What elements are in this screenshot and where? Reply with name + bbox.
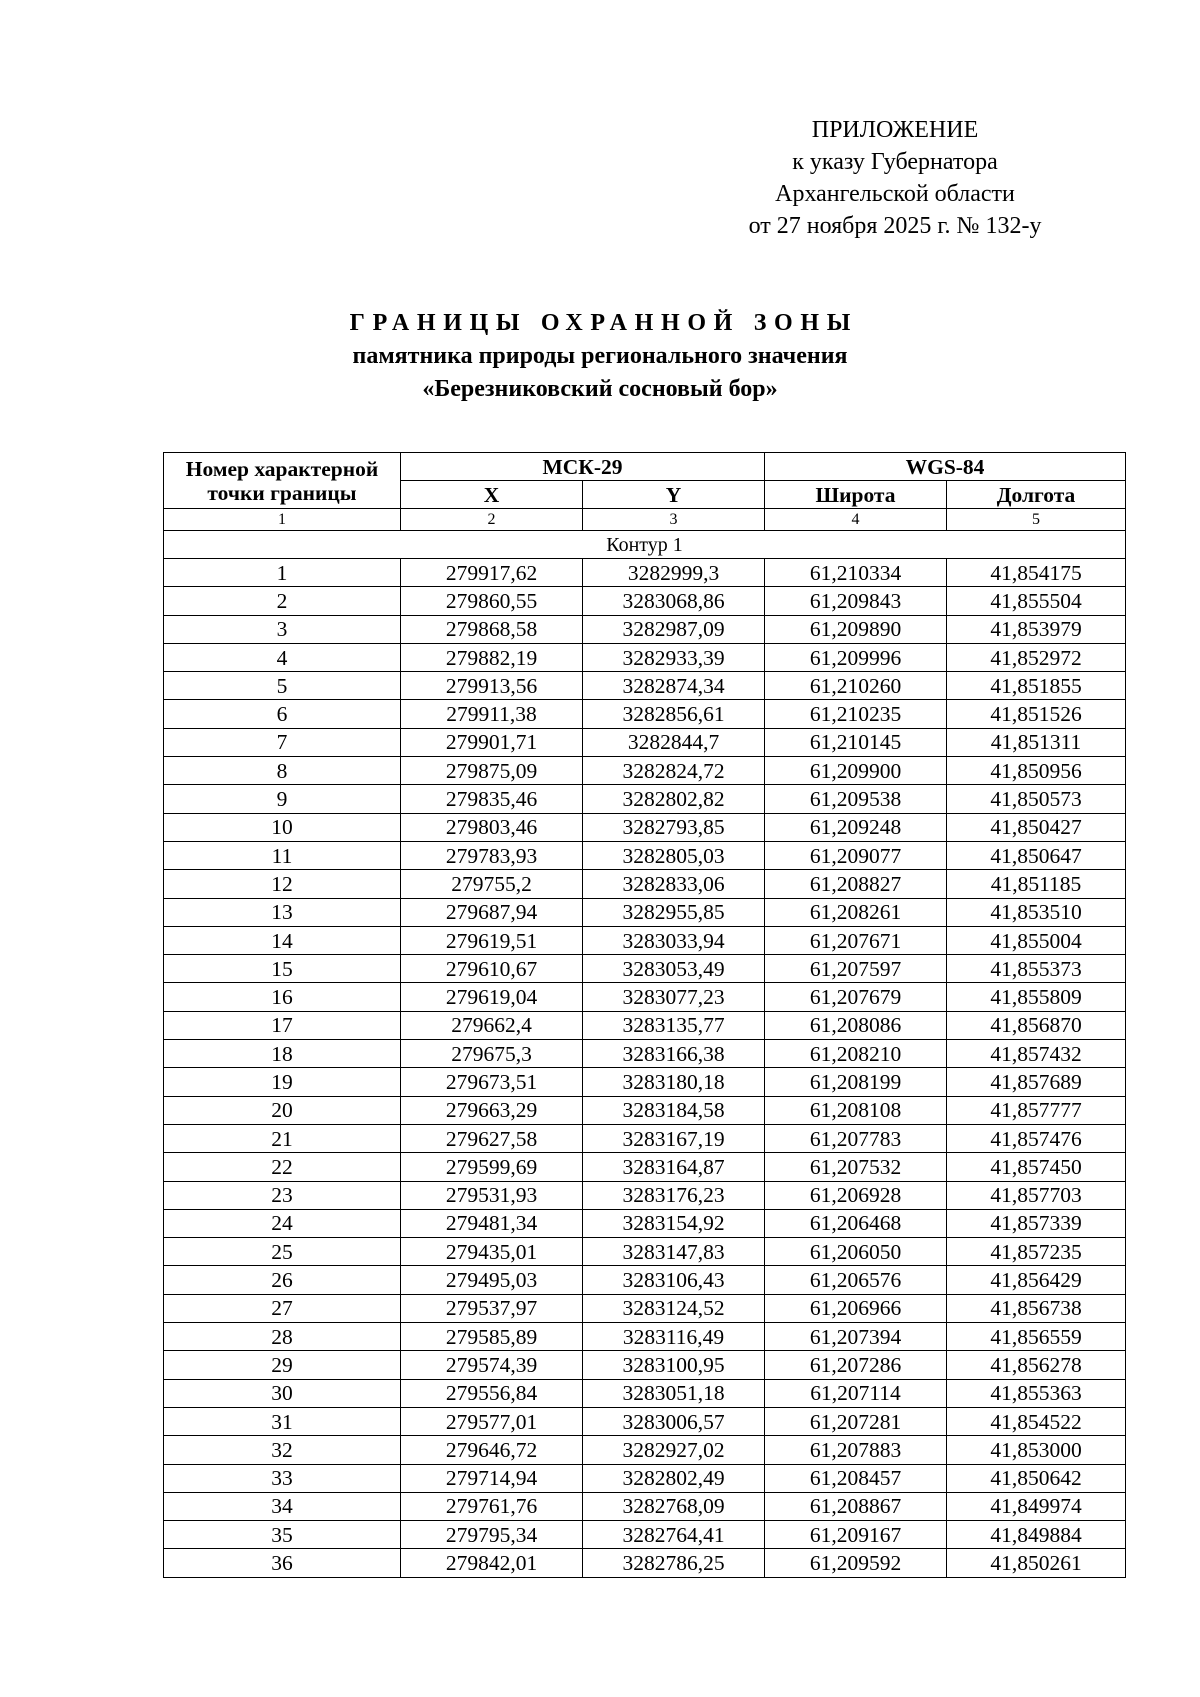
cell-latitude: 61,207679: [765, 983, 947, 1011]
cell-longitude: 41,851185: [947, 870, 1126, 898]
cell-msk-y: 3283124,52: [583, 1294, 765, 1322]
cell-msk-y: 3283154,92: [583, 1209, 765, 1237]
table-row: [164, 1068, 1126, 1096]
cell-latitude: 61,208210: [765, 1040, 947, 1068]
cell-longitude: 41,850642: [947, 1464, 1126, 1492]
cell-msk-x: 279714,94: [401, 1464, 583, 1492]
table-row: [164, 1266, 1126, 1294]
cell-msk-x: 279610,67: [401, 955, 583, 983]
cell-latitude: 61,209843: [765, 587, 947, 615]
header-point-number: Номер характерной точки границы: [164, 453, 401, 509]
document-title: ГРАНИЦЫ ОХРАННОЙ ЗОНЫ: [349, 310, 858, 336]
table-row: [164, 1181, 1126, 1209]
cell-latitude: 61,206576: [765, 1266, 947, 1294]
coordinates-table: [163, 452, 1126, 1578]
cell-msk-y: 3282805,03: [583, 841, 765, 869]
cell-longitude: 41,856429: [947, 1266, 1126, 1294]
appendix-decree-ref: к указу Губернатора: [792, 149, 998, 175]
header-wgs84: WGS-84: [765, 453, 1126, 481]
cell-msk-y: 3283166,38: [583, 1040, 765, 1068]
table-row: [164, 1153, 1126, 1181]
column-index: 1: [164, 509, 401, 531]
cell-longitude: 41,855809: [947, 983, 1126, 1011]
table-row: [164, 926, 1126, 954]
cell-point-number: 32: [164, 1436, 401, 1464]
cell-msk-y: 3282955,85: [583, 898, 765, 926]
cell-latitude: 61,209077: [765, 841, 947, 869]
table-row: [164, 1096, 1126, 1124]
cell-msk-x: 279435,01: [401, 1238, 583, 1266]
cell-point-number: 20: [164, 1096, 401, 1124]
cell-longitude: 41,857703: [947, 1181, 1126, 1209]
table-row: [164, 672, 1126, 700]
cell-msk-x: 279803,46: [401, 813, 583, 841]
cell-latitude: 61,210334: [765, 559, 947, 587]
table-row: [164, 898, 1126, 926]
header-latitude: Широта: [765, 481, 947, 509]
cell-longitude: 41,850647: [947, 841, 1126, 869]
cell-msk-x: 279481,34: [401, 1209, 583, 1237]
cell-point-number: 13: [164, 898, 401, 926]
cell-msk-x: 279556,84: [401, 1379, 583, 1407]
table-row: [164, 813, 1126, 841]
table-row: [164, 757, 1126, 785]
cell-msk-x: 279537,97: [401, 1294, 583, 1322]
cell-msk-x: 279913,56: [401, 672, 583, 700]
table-row: [164, 700, 1126, 728]
cell-point-number: 5: [164, 672, 401, 700]
cell-longitude: 41,849974: [947, 1492, 1126, 1520]
cell-point-number: 33: [164, 1464, 401, 1492]
cell-msk-x: 279627,58: [401, 1124, 583, 1152]
appendix-label: ПРИЛОЖЕНИЕ: [811, 117, 979, 143]
table-row: [164, 1464, 1126, 1492]
cell-point-number: 12: [164, 870, 401, 898]
column-index: 5: [947, 509, 1126, 531]
cell-msk-x: 279663,29: [401, 1096, 583, 1124]
table-row: [164, 1492, 1126, 1520]
cell-latitude: 61,208827: [765, 870, 947, 898]
cell-msk-y: 3282824,72: [583, 757, 765, 785]
cell-longitude: 41,857689: [947, 1068, 1126, 1096]
cell-longitude: 41,852972: [947, 643, 1126, 671]
cell-point-number: 14: [164, 926, 401, 954]
cell-longitude: 41,850956: [947, 757, 1126, 785]
document-subtitle-1: памятника природы регионального значения: [352, 343, 848, 369]
document-subtitle-2: «Березниковский сосновый бор»: [422, 376, 778, 402]
cell-longitude: 41,856278: [947, 1351, 1126, 1379]
cell-msk-y: 3282856,61: [583, 700, 765, 728]
cell-msk-x: 279673,51: [401, 1068, 583, 1096]
cell-latitude: 61,207883: [765, 1436, 947, 1464]
appendix-region: Архангельской области: [775, 181, 1015, 207]
cell-msk-x: 279619,51: [401, 926, 583, 954]
cell-msk-y: 3282927,02: [583, 1436, 765, 1464]
cell-msk-y: 3282833,06: [583, 870, 765, 898]
cell-msk-x: 279868,58: [401, 615, 583, 643]
cell-latitude: 61,209248: [765, 813, 947, 841]
table-body: [164, 559, 1126, 1578]
cell-msk-x: 279531,93: [401, 1181, 583, 1209]
cell-latitude: 61,208261: [765, 898, 947, 926]
cell-msk-y: 3283053,49: [583, 955, 765, 983]
cell-latitude: 61,207114: [765, 1379, 947, 1407]
cell-msk-y: 3283164,87: [583, 1153, 765, 1181]
cell-latitude: 61,208867: [765, 1492, 947, 1520]
cell-msk-x: 279911,38: [401, 700, 583, 728]
cell-latitude: 61,208199: [765, 1068, 947, 1096]
cell-point-number: 36: [164, 1549, 401, 1577]
cell-msk-y: 3282844,7: [583, 728, 765, 756]
table-row: [164, 870, 1126, 898]
cell-point-number: 28: [164, 1323, 401, 1351]
cell-msk-y: 3282764,41: [583, 1521, 765, 1549]
cell-msk-x: 279577,01: [401, 1407, 583, 1435]
cell-longitude: 41,857777: [947, 1096, 1126, 1124]
cell-msk-x: 279619,04: [401, 983, 583, 1011]
cell-point-number: 34: [164, 1492, 401, 1520]
cell-point-number: 21: [164, 1124, 401, 1152]
cell-msk-y: 3282802,49: [583, 1464, 765, 1492]
cell-longitude: 41,855373: [947, 955, 1126, 983]
cell-point-number: 1: [164, 559, 401, 587]
header-y: Y: [583, 481, 765, 509]
cell-point-number: 23: [164, 1181, 401, 1209]
cell-msk-y: 3283106,43: [583, 1266, 765, 1294]
table-column-index-row: [164, 509, 1126, 531]
cell-latitude: 61,209996: [765, 643, 947, 671]
table-row: [164, 1124, 1126, 1152]
cell-point-number: 6: [164, 700, 401, 728]
table-row: [164, 1238, 1126, 1266]
cell-msk-y: 3282987,09: [583, 615, 765, 643]
table-row: [164, 955, 1126, 983]
cell-msk-x: 279761,76: [401, 1492, 583, 1520]
cell-longitude: 41,855004: [947, 926, 1126, 954]
cell-latitude: 61,209538: [765, 785, 947, 813]
cell-latitude: 61,208108: [765, 1096, 947, 1124]
table-row: [164, 841, 1126, 869]
cell-msk-y: 3282933,39: [583, 643, 765, 671]
cell-longitude: 41,851526: [947, 700, 1126, 728]
cell-latitude: 61,208086: [765, 1011, 947, 1039]
cell-msk-y: 3283116,49: [583, 1323, 765, 1351]
cell-latitude: 61,209900: [765, 757, 947, 785]
cell-msk-y: 3282793,85: [583, 813, 765, 841]
cell-point-number: 11: [164, 841, 401, 869]
appendix-header: [720, 114, 1070, 242]
cell-latitude: 61,209167: [765, 1521, 947, 1549]
cell-longitude: 41,857339: [947, 1209, 1126, 1237]
table-row: [164, 1209, 1126, 1237]
cell-msk-y: 3283033,94: [583, 926, 765, 954]
cell-msk-y: 3283180,18: [583, 1068, 765, 1096]
cell-msk-x: 279860,55: [401, 587, 583, 615]
cell-latitude: 61,209592: [765, 1549, 947, 1577]
cell-latitude: 61,207394: [765, 1323, 947, 1351]
cell-point-number: 24: [164, 1209, 401, 1237]
cell-msk-x: 279687,94: [401, 898, 583, 926]
cell-latitude: 61,207783: [765, 1124, 947, 1152]
cell-point-number: 15: [164, 955, 401, 983]
cell-msk-x: 279675,3: [401, 1040, 583, 1068]
cell-latitude: 61,206468: [765, 1209, 947, 1237]
table-row: [164, 643, 1126, 671]
cell-point-number: 30: [164, 1379, 401, 1407]
cell-msk-x: 279835,46: [401, 785, 583, 813]
table-header-row-1: [164, 453, 1126, 481]
cell-msk-x: 279495,03: [401, 1266, 583, 1294]
appendix-date-number: от 27 ноября 2025 г. № 132-у: [748, 213, 1042, 239]
cell-msk-x: 279574,39: [401, 1351, 583, 1379]
header-x: X: [401, 481, 583, 509]
cell-longitude: 41,850427: [947, 813, 1126, 841]
cell-point-number: 17: [164, 1011, 401, 1039]
cell-longitude: 41,850573: [947, 785, 1126, 813]
cell-msk-y: 3283167,19: [583, 1124, 765, 1152]
table-row: [164, 1040, 1126, 1068]
header-longitude: Долгота: [947, 481, 1126, 509]
cell-msk-x: 279783,93: [401, 841, 583, 869]
cell-point-number: 3: [164, 615, 401, 643]
table-row: [164, 785, 1126, 813]
column-index: 4: [765, 509, 947, 531]
cell-point-number: 10: [164, 813, 401, 841]
cell-longitude: 41,857476: [947, 1124, 1126, 1152]
table-row: [164, 1294, 1126, 1322]
table-row: [164, 983, 1126, 1011]
contour-row: [164, 531, 1126, 559]
cell-longitude: 41,857235: [947, 1238, 1126, 1266]
cell-longitude: 41,857432: [947, 1040, 1126, 1068]
table-row: [164, 1351, 1126, 1379]
cell-point-number: 27: [164, 1294, 401, 1322]
cell-msk-x: 279875,09: [401, 757, 583, 785]
cell-latitude: 61,208457: [765, 1464, 947, 1492]
cell-longitude: 41,854522: [947, 1407, 1126, 1435]
table-row: [164, 559, 1126, 587]
cell-longitude: 41,849884: [947, 1521, 1126, 1549]
cell-longitude: 41,853000: [947, 1436, 1126, 1464]
cell-latitude: 61,210235: [765, 700, 947, 728]
cell-point-number: 29: [164, 1351, 401, 1379]
cell-point-number: 22: [164, 1153, 401, 1181]
cell-msk-y: 3282786,25: [583, 1549, 765, 1577]
cell-msk-y: 3283077,23: [583, 983, 765, 1011]
cell-msk-y: 3282999,3: [583, 559, 765, 587]
cell-longitude: 41,857450: [947, 1153, 1126, 1181]
cell-longitude: 41,856738: [947, 1294, 1126, 1322]
table-row: [164, 615, 1126, 643]
cell-point-number: 2: [164, 587, 401, 615]
table-row: [164, 728, 1126, 756]
cell-point-number: 18: [164, 1040, 401, 1068]
table-row: [164, 1436, 1126, 1464]
cell-latitude: 61,210145: [765, 728, 947, 756]
table-row: [164, 587, 1126, 615]
cell-msk-x: 279599,69: [401, 1153, 583, 1181]
cell-msk-y: 3282768,09: [583, 1492, 765, 1520]
cell-longitude: 41,855363: [947, 1379, 1126, 1407]
cell-point-number: 26: [164, 1266, 401, 1294]
cell-msk-y: 3283135,77: [583, 1011, 765, 1039]
cell-longitude: 41,854175: [947, 559, 1126, 587]
cell-msk-x: 279646,72: [401, 1436, 583, 1464]
table-row: [164, 1379, 1126, 1407]
cell-longitude: 41,853979: [947, 615, 1126, 643]
cell-msk-y: 3283100,95: [583, 1351, 765, 1379]
cell-latitude: 61,206966: [765, 1294, 947, 1322]
cell-point-number: 8: [164, 757, 401, 785]
cell-point-number: 4: [164, 643, 401, 671]
cell-longitude: 41,856870: [947, 1011, 1126, 1039]
cell-longitude: 41,853510: [947, 898, 1126, 926]
cell-longitude: 41,850261: [947, 1549, 1126, 1577]
cell-longitude: 41,856559: [947, 1323, 1126, 1351]
cell-latitude: 61,206050: [765, 1238, 947, 1266]
table-row: [164, 1323, 1126, 1351]
cell-latitude: 61,207597: [765, 955, 947, 983]
document-title-block: [150, 306, 1050, 406]
cell-point-number: 9: [164, 785, 401, 813]
table-row: [164, 1521, 1126, 1549]
cell-latitude: 61,210260: [765, 672, 947, 700]
cell-msk-y: 3283051,18: [583, 1379, 765, 1407]
table-row: [164, 1407, 1126, 1435]
cell-msk-y: 3282802,82: [583, 785, 765, 813]
cell-msk-x: 279795,34: [401, 1521, 583, 1549]
cell-point-number: 7: [164, 728, 401, 756]
cell-msk-x: 279901,71: [401, 728, 583, 756]
cell-msk-y: 3283176,23: [583, 1181, 765, 1209]
cell-latitude: 61,207286: [765, 1351, 947, 1379]
cell-latitude: 61,209890: [765, 615, 947, 643]
cell-msk-x: 279842,01: [401, 1549, 583, 1577]
cell-point-number: 35: [164, 1521, 401, 1549]
cell-msk-y: 3283184,58: [583, 1096, 765, 1124]
cell-msk-y: 3283147,83: [583, 1238, 765, 1266]
cell-msk-y: 3282874,34: [583, 672, 765, 700]
cell-msk-y: 3283068,86: [583, 587, 765, 615]
column-index: 3: [583, 509, 765, 531]
cell-msk-x: 279917,62: [401, 559, 583, 587]
cell-msk-x: 279662,4: [401, 1011, 583, 1039]
header-msk29: МСК-29: [401, 453, 765, 481]
cell-point-number: 25: [164, 1238, 401, 1266]
cell-latitude: 61,207671: [765, 926, 947, 954]
cell-latitude: 61,207532: [765, 1153, 947, 1181]
cell-msk-x: 279882,19: [401, 643, 583, 671]
cell-longitude: 41,851855: [947, 672, 1126, 700]
contour-label: Контур 1: [164, 531, 1126, 559]
column-index: 2: [401, 509, 583, 531]
cell-point-number: 19: [164, 1068, 401, 1096]
cell-msk-y: 3283006,57: [583, 1407, 765, 1435]
cell-point-number: 31: [164, 1407, 401, 1435]
cell-latitude: 61,206928: [765, 1181, 947, 1209]
cell-point-number: 16: [164, 983, 401, 1011]
table-row: [164, 1011, 1126, 1039]
cell-latitude: 61,207281: [765, 1407, 947, 1435]
cell-msk-x: 279755,2: [401, 870, 583, 898]
cell-longitude: 41,855504: [947, 587, 1126, 615]
table-row: [164, 1549, 1126, 1577]
cell-longitude: 41,851311: [947, 728, 1126, 756]
cell-msk-x: 279585,89: [401, 1323, 583, 1351]
